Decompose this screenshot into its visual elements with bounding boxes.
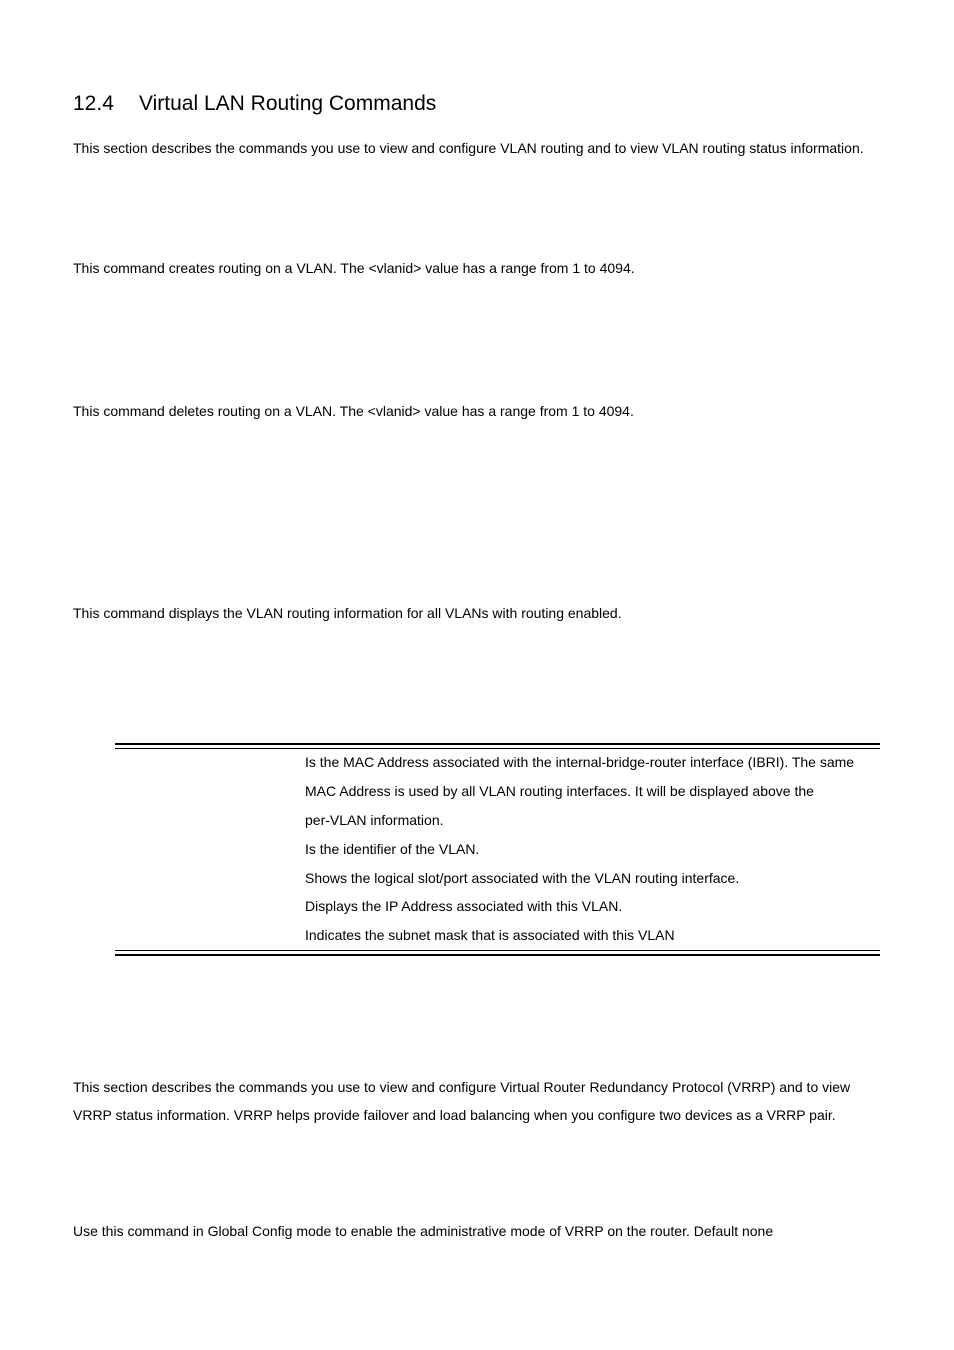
vrrp-intro-line-1: This section describes the commands you use to view and configure Virtual Router Redundancy Protocol (VRRP) and to view: [73, 1079, 851, 1095]
section-heading: [73, 92, 436, 116]
table-row-description: Is the identifier of the VLAN.: [305, 841, 480, 857]
create-description: This command creates routing on a VLAN. The <vlanid> value has a range from 1 to 4094.: [73, 260, 635, 276]
delete-description: This command deletes routing on a VLAN. The <vlanid> value has a range from 1 to 4094.: [73, 403, 634, 419]
table-row-description: Is the MAC Address associated with the internal-bridge-router interface (IBRI). The same: [305, 754, 855, 770]
table-row-description: Indicates the subnet mask that is associated with this VLAN: [305, 927, 675, 943]
show-description: This command displays the VLAN routing information for all VLANs with routing enabled.: [73, 605, 622, 621]
table-bottom-rule: [115, 954, 880, 956]
section-number: 12.4: [73, 92, 114, 115]
table-row-description: Shows the logical slot/port associated with the VLAN routing interface.: [305, 870, 740, 886]
section-title: Virtual LAN Routing Commands: [139, 92, 437, 115]
vrrp-intro-line-2: VRRP status information. VRRP helps provide failover and load balancing when you configure two devices as a VRRP pair.: [73, 1107, 836, 1123]
section-intro: This section describes the commands you use to view and configure VLAN routing and to view VLAN routing status information.: [73, 140, 864, 156]
table-top-rule: [115, 743, 880, 745]
table-row-description: per-VLAN information.: [305, 812, 444, 828]
field-description-table: [115, 743, 880, 956]
table-bottom-rule-inner: [115, 950, 880, 951]
table-row-description: Displays the IP Address associated with this VLAN.: [305, 898, 623, 914]
vrrp-enable-description: Use this command in Global Config mode to enable the administrative mode of VRRP on the router. Default none: [73, 1223, 774, 1239]
table-row-description: MAC Address is used by all VLAN routing interfaces. It will be displayed above the: [305, 783, 814, 799]
